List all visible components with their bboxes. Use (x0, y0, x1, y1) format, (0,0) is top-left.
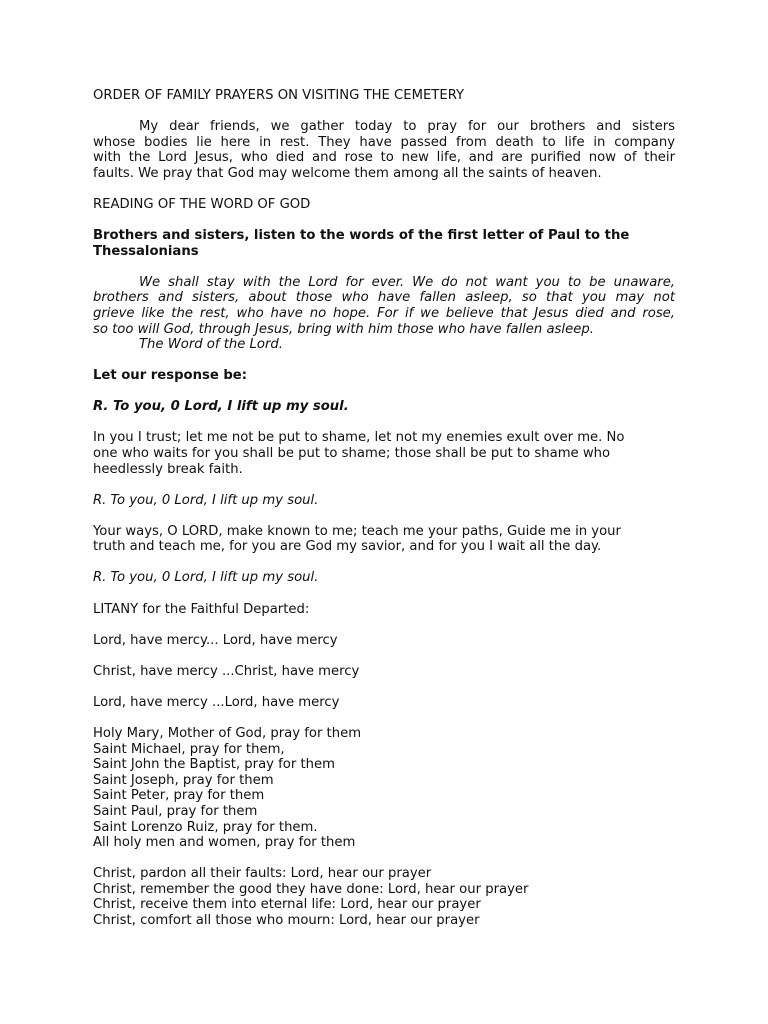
saint-line: Saint Joseph, pray for them (93, 772, 274, 788)
psalm-line: heedlessly break faith. (93, 461, 243, 477)
reading-intro-line: Brothers and sisters, listen to the words of the first letter of Paul to the (93, 228, 630, 244)
saint-line: Saint Michael, pray for them, (93, 741, 285, 757)
reading-line: We shall stay with the Lord for ever. We do not want you to be unaware, (139, 274, 675, 290)
reading-close: The Word of the Lord. (139, 337, 283, 353)
reading-line: grieve like the rest, who have no hope. For if we believe that Jesus died and rose, (93, 305, 675, 321)
psalm-verse-2 (93, 524, 675, 555)
petition-line: Christ, pardon all their faults: Lord, hear our prayer (93, 866, 432, 882)
litany-kyrie: Lord, have mercy... Lord, have mercy (93, 632, 338, 648)
reading-intro (93, 228, 675, 259)
petitions (93, 866, 675, 928)
psalm-line: In you I trust; let me not be put to shame, let not my enemies exult over me. No (93, 430, 625, 446)
petition-line: Christ, receive them into eternal life: Lord, hear our prayer (93, 897, 481, 913)
psalm-line: truth and teach me, for you are God my savior, and for you I wait all the day. (93, 539, 602, 555)
response-repeat-1: R. To you, 0 Lord, I lift up my soul. (93, 492, 319, 508)
saints-invocations (93, 726, 675, 851)
intro-line: whose bodies lie here in rest. They have passed from death to life in company (93, 134, 675, 150)
litany-kyrie: Christ, have mercy ...Christ, have mercy (93, 663, 360, 679)
saint-line: Holy Mary, Mother of God, pray for them (93, 725, 362, 741)
reading-intro-line: Thessalonians (93, 243, 199, 259)
saint-line: Saint Paul, pray for them (93, 803, 258, 819)
saint-line: Saint John the Baptist, pray for them (93, 757, 335, 773)
response-main: R. To you, 0 Lord, I lift up my soul. (93, 399, 349, 415)
psalm-verse-1 (93, 430, 675, 477)
psalm-line: one who waits for you shall be put to shame; those shall be put to shame who (93, 446, 611, 461)
intro-paragraph (93, 119, 675, 181)
reading-heading: READING OF THE WORD OF GOD (93, 196, 311, 212)
scripture-reading (93, 275, 675, 353)
intro-line: with the Lord Jesus, who died and rose to new life, and are purified now of their (93, 150, 675, 166)
reading-line: so too will God, through Jesus, bring with him those who have fallen asleep. (93, 321, 594, 337)
intro-line: faults. We pray that God may welcome them among all the saints of heaven. (93, 165, 602, 181)
petition-line: Christ, comfort all those who mourn: Lord, hear our prayer (93, 912, 480, 928)
reading-line: brothers and sisters, about those who have fallen asleep, so that you may not (93, 290, 675, 306)
intro-line: My dear friends, we gather today to pray for our brothers and sisters (139, 119, 675, 135)
response-intro: Let our response be: (93, 368, 248, 384)
petition-line: Christ, remember the good they have done: Lord, hear our prayer (93, 881, 529, 897)
document-title: ORDER OF FAMILY PRAYERS ON VISITING THE CEMETERY (93, 88, 465, 103)
litany-kyrie: Lord, have mercy ...Lord, have mercy (93, 694, 340, 710)
document-page (93, 88, 675, 929)
saint-line: All holy men and women, pray for them (93, 835, 356, 851)
saint-line: Saint Peter, pray for them (93, 788, 265, 804)
response-repeat-2: R. To you, 0 Lord, I lift up my soul. (93, 570, 319, 586)
psalm-line: Your ways, O LORD, make known to me; teach me your paths, Guide me in your (93, 523, 621, 539)
saint-line: Saint Lorenzo Ruiz, pray for them. (93, 819, 318, 835)
litany-heading: LITANY for the Faithful Departed: (93, 601, 310, 617)
